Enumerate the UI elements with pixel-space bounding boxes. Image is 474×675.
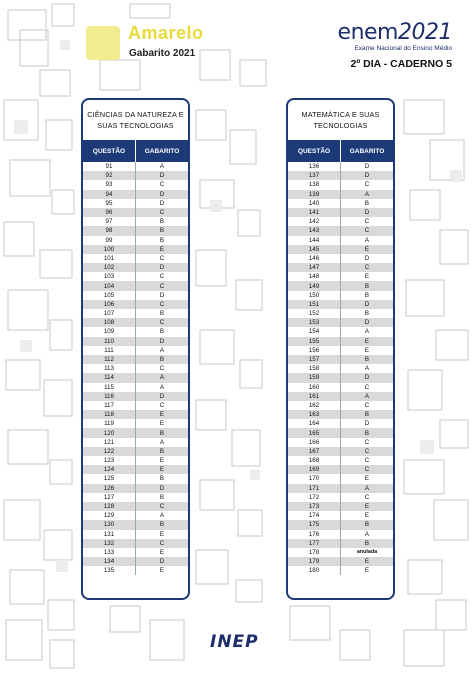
answer-table-natureza xyxy=(81,98,190,600)
answer-key: A xyxy=(340,327,393,336)
table-row xyxy=(288,447,393,456)
answer-key: E xyxy=(135,410,188,419)
question-number: 98 xyxy=(105,227,113,235)
answer-key: C xyxy=(135,272,188,281)
booklet-color-title: Amarelo xyxy=(128,23,204,43)
answer-key: D xyxy=(135,484,188,493)
table-row xyxy=(288,502,393,511)
table-header xyxy=(83,140,188,162)
table-title: CIÊNCIAS DA NATUREZA E SUAS TECNOLOGIAS xyxy=(87,110,184,130)
table-row xyxy=(83,465,188,474)
enem-logo-year: 2021 xyxy=(398,20,452,45)
enem-logo-word: enem xyxy=(337,20,398,45)
table-row xyxy=(288,566,393,575)
answer-key: D xyxy=(135,171,188,180)
column-header-gabarito: GABARITO xyxy=(135,140,188,162)
question-number: 122 xyxy=(103,447,115,455)
question-number: 96 xyxy=(105,209,113,217)
answer-key: E xyxy=(135,566,188,575)
answer-key: C xyxy=(135,539,188,548)
answer-key: E xyxy=(340,346,393,355)
table-row xyxy=(288,465,393,474)
question-number: 171 xyxy=(308,484,320,492)
answer-key: D xyxy=(340,208,393,217)
question-number: 127 xyxy=(103,493,115,501)
table-title: MATEMÁTICA E SUAS TECNOLOGIAS xyxy=(301,110,380,130)
table-row xyxy=(288,392,393,401)
answer-key: C xyxy=(340,226,393,235)
table-row xyxy=(83,456,188,465)
table-row xyxy=(288,281,393,290)
table-row xyxy=(288,373,393,382)
table-row xyxy=(83,236,188,245)
answer-key: E xyxy=(340,337,393,346)
answer-key: D xyxy=(340,318,393,327)
question-number: 163 xyxy=(308,411,320,419)
question-number: 118 xyxy=(104,411,114,419)
answer-key: E xyxy=(340,245,393,254)
answer-key: E xyxy=(135,548,188,557)
table-row xyxy=(83,410,188,419)
question-number: 150 xyxy=(308,291,320,299)
answer-key: B xyxy=(340,410,393,419)
table-row xyxy=(83,493,188,502)
answer-key: E xyxy=(340,566,393,575)
table-row xyxy=(83,548,188,557)
answer-key: B xyxy=(135,236,188,245)
question-number: 172 xyxy=(308,493,320,501)
question-number: 104 xyxy=(103,282,115,290)
answer-key: C xyxy=(340,401,393,410)
question-number: 91 xyxy=(105,163,113,171)
table-row xyxy=(288,254,393,263)
table-row xyxy=(288,272,393,281)
question-number: 159 xyxy=(308,374,320,382)
answer-key: D xyxy=(135,392,188,401)
table-row xyxy=(83,171,188,180)
table-row xyxy=(83,327,188,336)
question-number: 173 xyxy=(308,503,320,511)
table-row xyxy=(83,364,188,373)
question-number: 133 xyxy=(103,548,115,556)
answer-key: A xyxy=(135,383,188,392)
question-number: 154 xyxy=(308,328,320,336)
answer-key: A xyxy=(135,438,188,447)
answer-key: D xyxy=(340,373,393,382)
answer-key: D xyxy=(340,162,393,171)
answer-key: D xyxy=(340,419,393,428)
table-row xyxy=(83,428,188,437)
question-number: 180 xyxy=(308,567,320,575)
question-number: 123 xyxy=(103,457,115,465)
question-number: 169 xyxy=(308,466,320,474)
answer-key: anulada xyxy=(340,548,393,557)
question-number: 167 xyxy=(308,447,320,455)
answer-key: E xyxy=(340,502,393,511)
table-row xyxy=(288,217,393,226)
table-row xyxy=(288,557,393,566)
question-number: 179 xyxy=(308,558,320,566)
answer-key: E xyxy=(340,511,393,520)
question-number: 164 xyxy=(308,420,320,428)
table-row xyxy=(83,530,188,539)
table-row xyxy=(83,392,188,401)
table-row xyxy=(83,300,188,309)
table-row xyxy=(83,557,188,566)
answer-key: B xyxy=(135,520,188,529)
answer-key: E xyxy=(135,419,188,428)
table-row xyxy=(288,327,393,336)
question-number: 144 xyxy=(308,236,320,244)
answer-key: B xyxy=(340,539,393,548)
answer-key: D xyxy=(135,337,188,346)
table-row xyxy=(83,337,188,346)
table-row xyxy=(288,291,393,300)
question-number: 174 xyxy=(308,512,320,520)
table-row xyxy=(288,180,393,189)
table-row xyxy=(83,438,188,447)
question-number: 119 xyxy=(104,420,114,428)
table-row xyxy=(83,511,188,520)
table-row xyxy=(83,373,188,382)
answer-key: B xyxy=(135,428,188,437)
column-header-gabarito: GABARITO xyxy=(340,140,393,162)
answer-key: B xyxy=(135,447,188,456)
answer-key: C xyxy=(340,465,393,474)
table-row xyxy=(288,474,393,483)
table-row xyxy=(83,520,188,529)
answer-key: B xyxy=(135,474,188,483)
question-number: 139 xyxy=(308,190,320,198)
question-number: 101 xyxy=(103,254,115,262)
table-row xyxy=(83,474,188,483)
table-row xyxy=(288,484,393,493)
table-row xyxy=(288,456,393,465)
table-row xyxy=(83,539,188,548)
answer-key: A xyxy=(340,484,393,493)
answer-key: D xyxy=(135,291,188,300)
table-row xyxy=(288,383,393,392)
table-row xyxy=(83,245,188,254)
question-number: 121 xyxy=(103,438,115,446)
table-row xyxy=(288,438,393,447)
answer-key: E xyxy=(135,245,188,254)
table-row xyxy=(83,309,188,318)
answer-key: B xyxy=(135,226,188,235)
question-number: 97 xyxy=(105,218,113,226)
question-number: 129 xyxy=(103,512,115,520)
question-number: 143 xyxy=(308,227,320,235)
table-row xyxy=(83,180,188,189)
table-body xyxy=(83,162,188,575)
answer-key: E xyxy=(135,456,188,465)
question-number: 176 xyxy=(308,530,320,538)
question-number: 142 xyxy=(308,218,320,226)
table-row xyxy=(288,520,393,529)
answer-key: C xyxy=(340,438,393,447)
question-number: 170 xyxy=(308,475,320,483)
answer-key: D xyxy=(135,557,188,566)
table-header xyxy=(288,140,393,162)
question-number: 94 xyxy=(105,190,113,198)
question-number: 147 xyxy=(308,264,320,272)
question-number: 161 xyxy=(308,392,320,400)
answer-key: B xyxy=(135,217,188,226)
table-row xyxy=(288,419,393,428)
table-row xyxy=(83,401,188,410)
answer-key: D xyxy=(135,190,188,199)
question-number: 95 xyxy=(105,199,113,207)
answer-key: C xyxy=(340,447,393,456)
question-number: 128 xyxy=(103,503,115,511)
question-number: 120 xyxy=(103,429,115,437)
question-number: 110 xyxy=(104,337,114,345)
question-number: 108 xyxy=(103,319,115,327)
answer-key: E xyxy=(135,465,188,474)
question-number: 145 xyxy=(308,245,320,253)
table-row xyxy=(288,346,393,355)
question-number: 134 xyxy=(103,558,115,566)
table-row xyxy=(288,318,393,327)
table-row xyxy=(288,401,393,410)
answer-key: A xyxy=(135,162,188,171)
table-row xyxy=(288,548,393,557)
answer-table-matematica xyxy=(286,98,395,600)
table-row xyxy=(83,281,188,290)
table-row xyxy=(288,171,393,180)
header-right xyxy=(252,22,452,70)
question-number: 149 xyxy=(308,282,320,290)
table-row xyxy=(288,309,393,318)
question-number: 136 xyxy=(308,163,320,171)
table-row xyxy=(288,162,393,171)
inep-logo: INEP xyxy=(210,632,259,652)
answer-key: B xyxy=(135,327,188,336)
question-number: 111 xyxy=(104,346,114,354)
table-row xyxy=(83,346,188,355)
answer-key: D xyxy=(135,263,188,272)
enem-logo-subtitle: Exame Nacional do Ensino Médio xyxy=(354,45,452,52)
answer-key: A xyxy=(340,530,393,539)
question-number: 131 xyxy=(103,530,115,538)
answer-key: C xyxy=(135,180,188,189)
answer-key: B xyxy=(340,520,393,529)
question-number: 100 xyxy=(103,245,115,253)
table-row xyxy=(83,355,188,364)
question-number: 138 xyxy=(308,181,320,189)
table-row xyxy=(83,217,188,226)
table-row xyxy=(83,190,188,199)
question-number: 140 xyxy=(308,199,320,207)
question-number: 106 xyxy=(103,300,115,308)
table-row xyxy=(83,318,188,327)
table-row xyxy=(288,190,393,199)
question-number: 141 xyxy=(308,209,320,217)
question-number: 148 xyxy=(308,273,320,281)
answer-key: C xyxy=(340,180,393,189)
question-number: 124 xyxy=(103,466,115,474)
question-number: 146 xyxy=(308,254,320,262)
answer-key: E xyxy=(135,530,188,539)
answer-key: C xyxy=(135,254,188,263)
table-row xyxy=(288,245,393,254)
table-row xyxy=(83,383,188,392)
answer-key: C xyxy=(135,300,188,309)
table-row xyxy=(288,208,393,217)
question-number: 155 xyxy=(308,337,320,345)
table-row xyxy=(288,428,393,437)
question-number: 162 xyxy=(308,401,320,409)
enem-logo xyxy=(252,22,452,44)
answer-key: A xyxy=(135,346,188,355)
table-row xyxy=(83,291,188,300)
table-row xyxy=(288,355,393,364)
table-row xyxy=(83,199,188,208)
question-number: 103 xyxy=(103,273,115,281)
question-number: 157 xyxy=(308,356,320,364)
question-number: 175 xyxy=(308,521,320,529)
table-row xyxy=(288,511,393,520)
table-body xyxy=(288,162,393,575)
table-row xyxy=(288,493,393,502)
question-number: 102 xyxy=(103,264,115,272)
table-row xyxy=(83,226,188,235)
table-row xyxy=(83,447,188,456)
question-number: 125 xyxy=(103,475,115,483)
answer-key: D xyxy=(340,171,393,180)
table-row xyxy=(83,208,188,217)
question-number: 112 xyxy=(104,356,114,364)
answer-key: C xyxy=(340,456,393,465)
answer-key: C xyxy=(135,208,188,217)
question-number: 126 xyxy=(103,484,115,492)
answer-key: A xyxy=(340,392,393,401)
day-caderno-label: 2º DIA - CADERNO 5 xyxy=(350,58,452,70)
question-number: 152 xyxy=(308,310,320,318)
table-row xyxy=(83,254,188,263)
color-swatch xyxy=(86,26,120,60)
answer-key: E xyxy=(340,557,393,566)
question-number: 117 xyxy=(104,401,114,409)
answer-key: B xyxy=(135,493,188,502)
table-row xyxy=(288,337,393,346)
question-number: 160 xyxy=(308,383,320,391)
column-header-questao: QUESTÃO xyxy=(92,147,126,155)
question-number: 168 xyxy=(308,457,320,465)
answer-key: A xyxy=(135,373,188,382)
question-number: 116 xyxy=(104,392,114,400)
answer-key: C xyxy=(135,318,188,327)
question-number: 137 xyxy=(308,172,320,180)
answer-key: B xyxy=(135,309,188,318)
table-row xyxy=(83,484,188,493)
table-row xyxy=(288,410,393,419)
question-number: 158 xyxy=(308,365,320,373)
table-row xyxy=(83,566,188,575)
table-row xyxy=(288,263,393,272)
question-number: 130 xyxy=(103,521,115,529)
answer-key: C xyxy=(135,364,188,373)
table-row xyxy=(288,236,393,245)
answer-key: D xyxy=(340,254,393,263)
question-number: 92 xyxy=(105,172,113,180)
table-row xyxy=(288,300,393,309)
answer-key: B xyxy=(340,281,393,290)
answer-key: D xyxy=(135,199,188,208)
question-number: 107 xyxy=(103,310,115,318)
answer-key: C xyxy=(340,217,393,226)
table-row xyxy=(83,502,188,511)
answer-key: E xyxy=(340,474,393,483)
answer-key: E xyxy=(340,272,393,281)
question-number: 105 xyxy=(103,291,115,299)
table-row xyxy=(83,162,188,171)
answer-key: B xyxy=(340,355,393,364)
question-number: 109 xyxy=(103,328,115,336)
gabarito-year-label: Gabarito 2021 xyxy=(129,48,196,59)
answer-key: A xyxy=(135,511,188,520)
table-row xyxy=(288,530,393,539)
answer-key: B xyxy=(340,199,393,208)
answer-key: C xyxy=(340,493,393,502)
question-number: 113 xyxy=(104,365,114,373)
table-row xyxy=(288,364,393,373)
question-number: 156 xyxy=(308,346,320,354)
question-number: 132 xyxy=(103,539,115,547)
answer-key: C xyxy=(135,502,188,511)
question-number: 114 xyxy=(104,374,114,382)
question-number: 135 xyxy=(103,567,115,575)
answer-key: B xyxy=(135,355,188,364)
question-number: 166 xyxy=(308,438,320,446)
answer-key: A xyxy=(340,236,393,245)
question-number: 178 xyxy=(308,548,320,556)
question-number: 99 xyxy=(105,236,113,244)
answer-key: D xyxy=(340,300,393,309)
table-row xyxy=(83,419,188,428)
table-row xyxy=(83,272,188,281)
answer-key: C xyxy=(340,263,393,272)
question-number: 165 xyxy=(308,429,320,437)
question-number: 93 xyxy=(105,181,113,189)
answer-key: A xyxy=(340,364,393,373)
question-number: 115 xyxy=(104,383,114,391)
table-row xyxy=(288,539,393,548)
question-number: 153 xyxy=(308,319,320,327)
answer-key: C xyxy=(135,401,188,410)
answer-key: B xyxy=(340,428,393,437)
answer-key: B xyxy=(340,309,393,318)
answer-key: B xyxy=(340,291,393,300)
table-row xyxy=(288,226,393,235)
question-number: 151 xyxy=(308,300,320,308)
table-row xyxy=(288,199,393,208)
question-number: 177 xyxy=(308,539,320,547)
column-header-questao: QUESTÃO xyxy=(297,147,331,155)
answer-key: A xyxy=(340,190,393,199)
answer-key: C xyxy=(340,383,393,392)
answer-key: C xyxy=(135,281,188,290)
table-row xyxy=(83,263,188,272)
